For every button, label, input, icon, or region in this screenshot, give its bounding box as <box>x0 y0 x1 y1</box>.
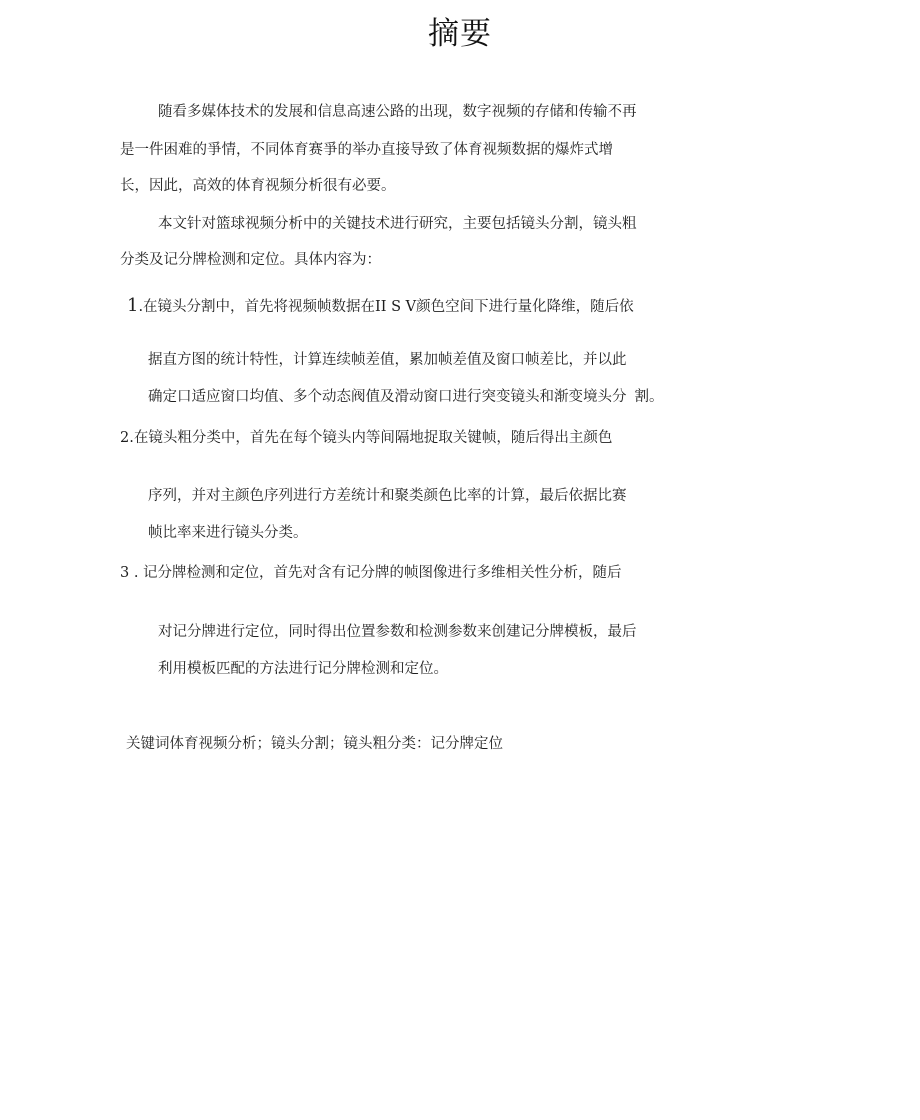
item-3-line-1: 3 . 记分牌检测和定位，首先对含有记分牌的帧图像进行多维相关性分析，随后 <box>120 565 622 581</box>
item-1-line-3 <box>148 387 664 407</box>
page-title: 摘要 <box>428 16 492 52</box>
intro-paragraph-2-line-2: 分类及记分牌检测和定位。具体内容为： <box>120 252 381 268</box>
intro-paragraph-2-line-1: 本文针对篮球视频分析中的关键技术进行研究，主要包括镜头分割，镜头粗 <box>158 216 637 232</box>
item-2-line-3: 帧比率来进行镜头分类。 <box>148 525 308 541</box>
item-2-line-1: 2.在镜头粗分类中，首先在每个镜头内等间隔地捉取关键帧，随后得出主颜色 <box>120 430 613 446</box>
item-1-line-3-text: 确定口适应窗口均值、多个动态阀值及滑动窗口进行突变镜头和渐变境头分 <box>148 389 627 405</box>
item-3-line-2: 对记分牌进行定位，同时得出位置参数和检测参数来创建记分牌模板，最后 <box>158 624 637 640</box>
intro-paragraph-1-line-1: 随看多媒体技术的发展和信息高速公路的出现，数字视频的存储和传输不再 <box>158 104 637 120</box>
item-1-line-2: 据直方图的统计特性，计算连续帧差值，累加帧差值及窗口帧差比，并以此 <box>148 352 627 368</box>
intro-paragraph-1-line-2: 是一件困难的爭情，不同体育赛爭的举办直接导致了体育视频数据的爆炸式增 <box>120 142 613 158</box>
item-3-line-3: 利用模板匹配的方法进行记分牌检测和定位。 <box>158 661 448 677</box>
item-1-line-1 <box>127 296 634 317</box>
item-1-number: 1 <box>127 295 139 316</box>
item-1-line-1-text: .在镜头分割中，首先将视频帧数据在II S V颜色空间下进行量化降维，随后依 <box>138 299 634 315</box>
intro-paragraph-1-line-3: 长，因此，高效的体育视频分析很有必要。 <box>120 178 396 194</box>
item-1-line-3-end: 割。 <box>634 389 664 405</box>
keywords-line: 关键词体育视频分析；镜头分割；镜头粗分类：记分牌定位 <box>126 736 503 752</box>
item-2-line-2: 序列，并对主颜色序列进行方差统计和聚类颜色比率的计算，最后依据比赛 <box>148 488 627 504</box>
